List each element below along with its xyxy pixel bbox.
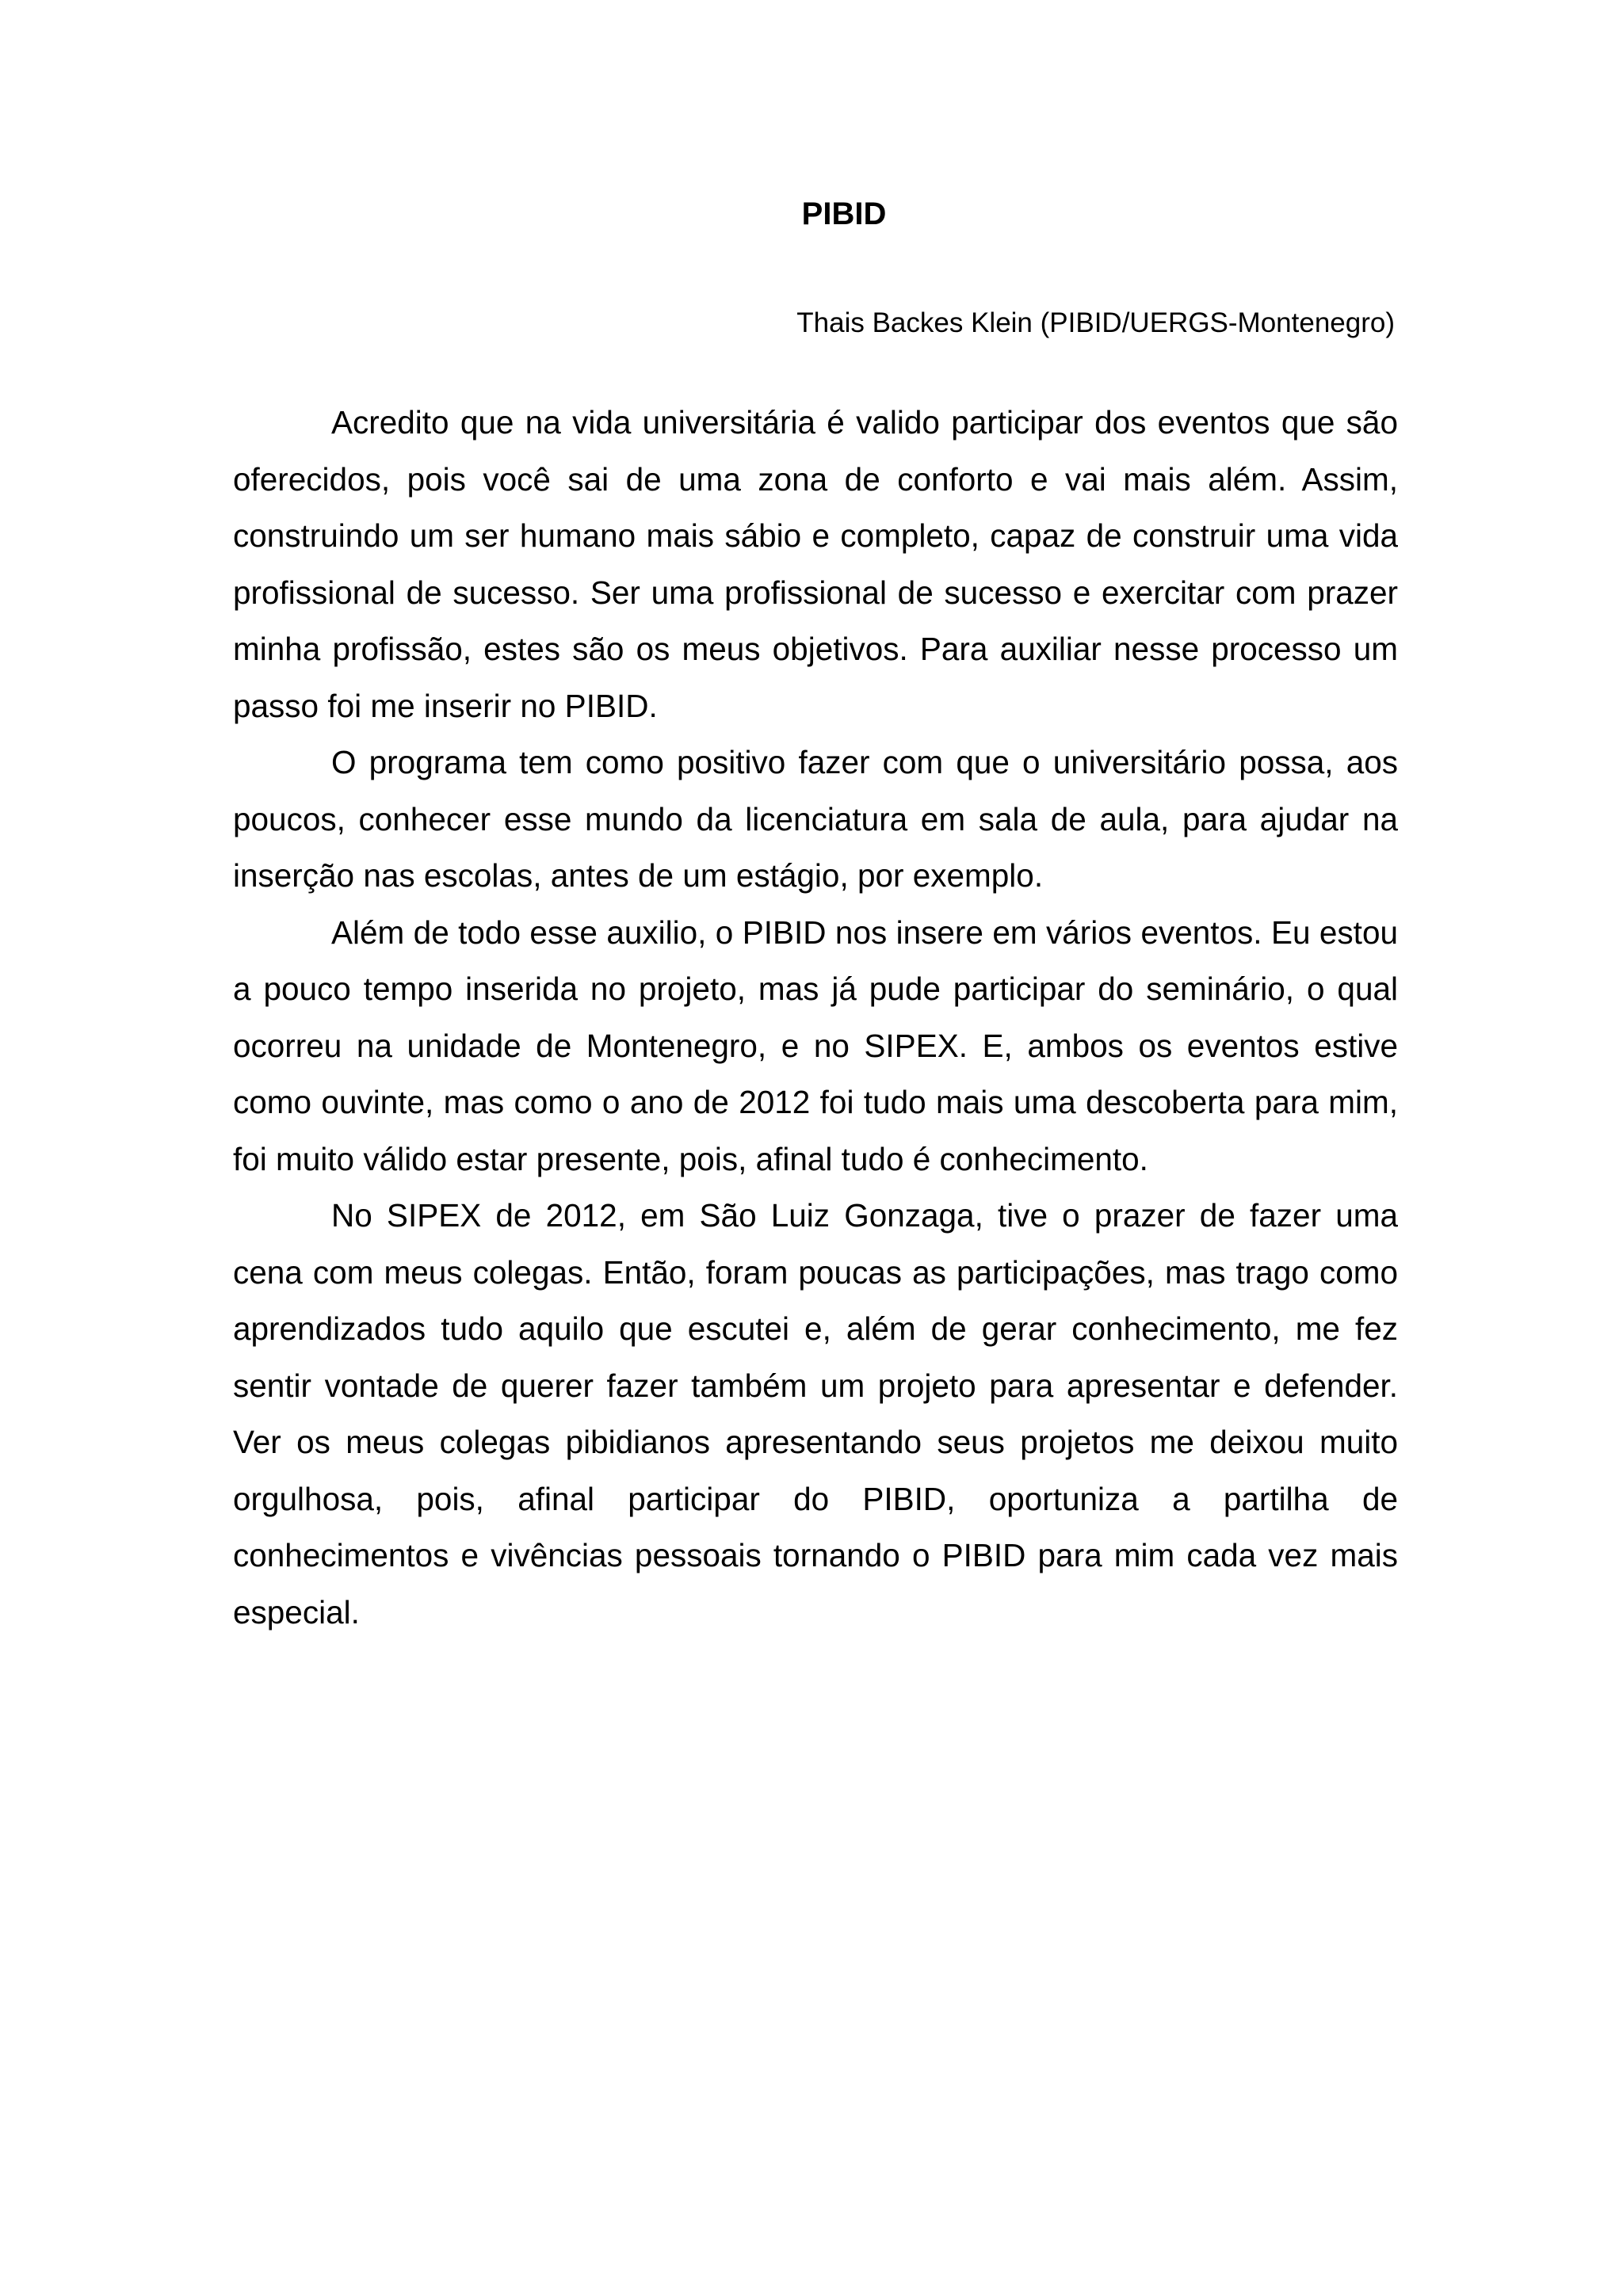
paragraph: O programa tem como positivo fazer com que o universitário possa, aos poucos, conhecer esse mundo da licenciatura em sala de aula, para ajudar na inserção nas escolas, antes de um estágio, por exemplo. — [233, 744, 1398, 894]
document-body — [233, 395, 1398, 1641]
paragraph: Acredito que na vida universitária é valido participar dos eventos que são oferecidos, pois você sai de uma zona de conforto e vai mais além. Assim, construindo um ser humano mais sábio e completo, capaz de construir uma vida profissional de sucesso. Ser uma profissional de sucesso e exercitar com prazer minha profissão, estes são os meus objetivos. Para auxiliar nesse processo um passo foi me inserir no PIBID. — [233, 404, 1398, 724]
author-line: Thais Backes Klein (PIBID/UERGS-Montenegro) — [796, 307, 1395, 338]
paragraph: No SIPEX de 2012, em São Luiz Gonzaga, tive o prazer de fazer uma cena com meus colegas. Então, foram poucas as participações, mas trago como aprendizados tudo aquilo que escutei e, além de gerar conhecimento, me fez sentir vontade de querer fazer também um projeto para apresentar e defender. Ver os meus colegas pibidianos apresentando seus projetos me deixou muito orgulhosa, pois, afinal participar do PIBID, oportuniza a partilha de conhecimentos e vivências pessoais tornando o PIBID para mim cada vez mais especial. — [233, 1197, 1398, 1630]
page-title: PIBID — [801, 196, 887, 231]
paragraph: Além de todo esse auxilio, o PIBID nos insere em vários eventos. Eu estou a pouco tempo inserida no projeto, mas já pude participar do seminário, o qual ocorreu na unidade de Montenegro, e no SIPEX. E, ambos os eventos estive como ouvinte, mas como o ano de 2012 foi tudo mais uma descoberta para mim, foi muito válido estar presente, pois, afinal tudo é conhecimento. — [233, 913, 1398, 1177]
